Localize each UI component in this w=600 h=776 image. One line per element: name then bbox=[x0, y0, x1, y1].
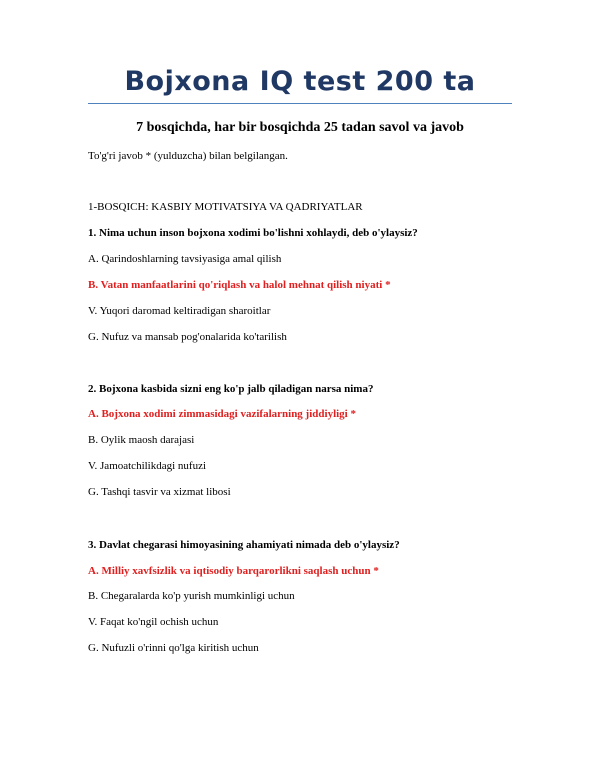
q2-option-g: G. Tashqi tasvir va xizmat libosi bbox=[88, 486, 231, 498]
section-heading: 1-BOSQICH: KASBIY MOTIVATSIYA VA QADRIYATLAR bbox=[88, 201, 363, 213]
legend-note: To'g'ri javob * (yulduzcha) bilan belgilangan. bbox=[88, 150, 288, 162]
q1-option-v: V. Yuqori daromad keltiradigan sharoitlar bbox=[88, 305, 271, 317]
q3-option-a-correct: A. Milliy xavfsizlik va iqtisodiy barqarorlikni saqlash uchun * bbox=[88, 565, 379, 577]
q3-option-v: V. Faqat ko'ngil ochish uchun bbox=[88, 616, 219, 628]
document-title: Bojxona IQ test 200 ta bbox=[124, 66, 476, 97]
q2-option-a-correct: A. Bojxona xodimi zimmasidagi vazifalarning jiddiyligi * bbox=[88, 408, 356, 420]
document-subtitle: 7 bosqichda, har bir bosqichda 25 tadan savol va javob bbox=[136, 120, 464, 135]
question-2: 2. Bojxona kasbida sizni eng ko'p jalb qiladigan narsa nima? bbox=[88, 383, 374, 395]
title-underline bbox=[88, 103, 512, 104]
q2-option-b: B. Oylik maosh darajasi bbox=[88, 434, 195, 446]
question-3: 3. Davlat chegarasi himoyasining ahamiyati nimada deb o'ylaysiz? bbox=[88, 539, 400, 551]
q3-option-b: B. Chegaralarda ko'p yurish mumkinligi uchun bbox=[88, 590, 295, 602]
q1-option-b-correct: B. Vatan manfaatlarini qo'riqlash va halol mehnat qilish niyati * bbox=[88, 279, 391, 291]
q1-option-a: A. Qarindoshlarning tavsiyasiga amal qilish bbox=[88, 253, 282, 265]
q3-option-g: G. Nufuzli o'rinni qo'lga kiritish uchun bbox=[88, 642, 259, 654]
q2-option-v: V. Jamoatchilikdagi nufuzi bbox=[88, 460, 207, 472]
question-1: 1. Nima uchun inson bojxona xodimi bo'lishni xohlaydi, deb o'ylaysiz? bbox=[88, 227, 418, 239]
q1-option-g: G. Nufuz va mansab pog'onalarida ko'tarilish bbox=[88, 331, 287, 343]
